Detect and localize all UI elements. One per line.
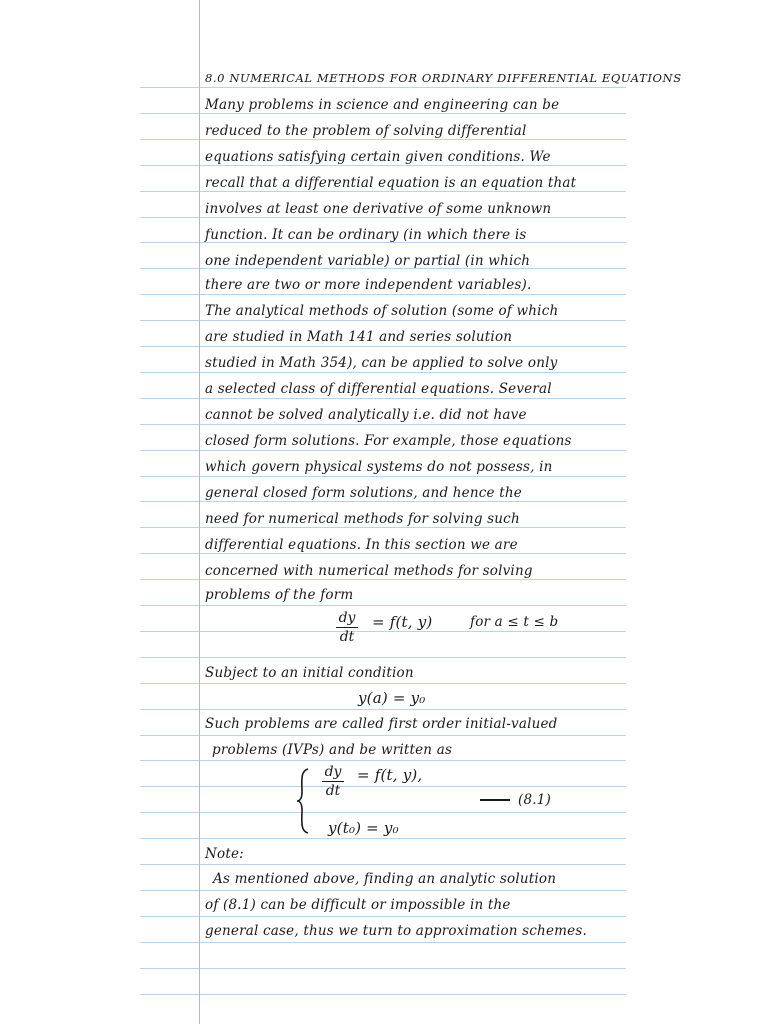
label-dash [480, 799, 510, 801]
system-numerator: dy [324, 764, 342, 780]
system-initial-condition: y(t₀) = y₀ [328, 819, 399, 837]
paragraph-line-3: equations satisfying certain given conditions. We [205, 149, 551, 165]
ruled-line [140, 942, 626, 943]
paragraph-line-13: cannot be solved analytically i.e. did not have [205, 407, 527, 423]
paragraph-line-7: one independent variable) or partial (in which [205, 253, 531, 269]
section-title: 8.0 NUMERICAL METHODS FOR ORDINARY DIFFERENTIAL EQUATIONS [205, 71, 682, 85]
paragraph-line-4: recall that a differential equation is an equation that [205, 175, 577, 191]
paragraph-line-10: are studied in Math 141 and series solution [205, 329, 513, 345]
ruled-line [140, 864, 626, 865]
ruled-line [140, 605, 626, 606]
fraction-bar [336, 627, 358, 628]
subject-line: Subject to an initial condition [205, 665, 414, 681]
equation-label: (8.1) [518, 792, 552, 808]
paragraph-line-2: reduced to the problem of solving differential [205, 123, 527, 139]
paragraph-line-17: need for numerical methods for solving such [205, 511, 520, 527]
paragraph-line-11: studied in Math 354), can be applied to solve only [205, 355, 558, 371]
paragraph-line-9: The analytical methods of solution (some of which [205, 303, 559, 319]
ruled-line [140, 968, 626, 969]
left-brace [296, 768, 310, 834]
system-derivative-fraction [322, 764, 344, 799]
fraction-numerator: dy [338, 610, 356, 626]
system-fraction-bar [322, 781, 344, 782]
note-label: Note: [205, 846, 244, 862]
system-denominator: dt [325, 783, 341, 799]
ivp-line-1: Such problems are called first order initial-valued [205, 716, 558, 732]
paragraph-line-15: which govern physical systems do not possess, in [205, 459, 553, 475]
equation-rhs: = f(t, y) [372, 613, 433, 631]
ruled-line [140, 760, 626, 761]
derivative-fraction [336, 610, 358, 645]
ivp-line-2: problems (IVPs) and be written as [212, 742, 453, 758]
ruled-line [140, 709, 626, 710]
paragraph-line-8: there are two or more independent variables). [205, 277, 532, 293]
note-line-3: general case, thus we turn to approximation schemes. [205, 923, 587, 939]
fraction-denominator: dt [339, 629, 355, 645]
paragraph-line-18: differential equations. In this section we are [205, 537, 518, 553]
ruled-line [140, 735, 626, 736]
paragraph-line-20: problems of the form [205, 587, 354, 603]
paragraph-line-14: closed form solutions. For example, those equations [205, 433, 572, 449]
ruled-line [140, 890, 626, 891]
paragraph-line-19: concerned with numerical methods for solving [205, 563, 533, 579]
paragraph-line-1: Many problems in science and engineering can be [205, 97, 560, 113]
note-line-2: of (8.1) can be difficult or impossible in the [205, 897, 511, 913]
ruled-line [140, 994, 626, 995]
margin-line [199, 0, 200, 1024]
ruled-line [140, 657, 626, 658]
ruled-line [140, 916, 626, 917]
paragraph-line-16: general closed form solutions, and hence the [205, 485, 522, 501]
ruled-line [140, 812, 626, 813]
system-equation-rhs: = f(t, y), [357, 766, 423, 784]
initial-condition: y(a) = y₀ [358, 689, 426, 707]
paragraph-line-5: involves at least one derivative of some unknown [205, 201, 552, 217]
paragraph-line-12: a selected class of differential equations. Several [205, 381, 552, 397]
ruled-line [140, 838, 626, 839]
note-line-1: As mentioned above, finding an analytic solution [213, 871, 557, 887]
ruled-line [140, 786, 626, 787]
equation-domain: for a ≤ t ≤ b [470, 614, 559, 630]
paragraph-line-6: function. It can be ordinary (in which there is [205, 227, 527, 243]
